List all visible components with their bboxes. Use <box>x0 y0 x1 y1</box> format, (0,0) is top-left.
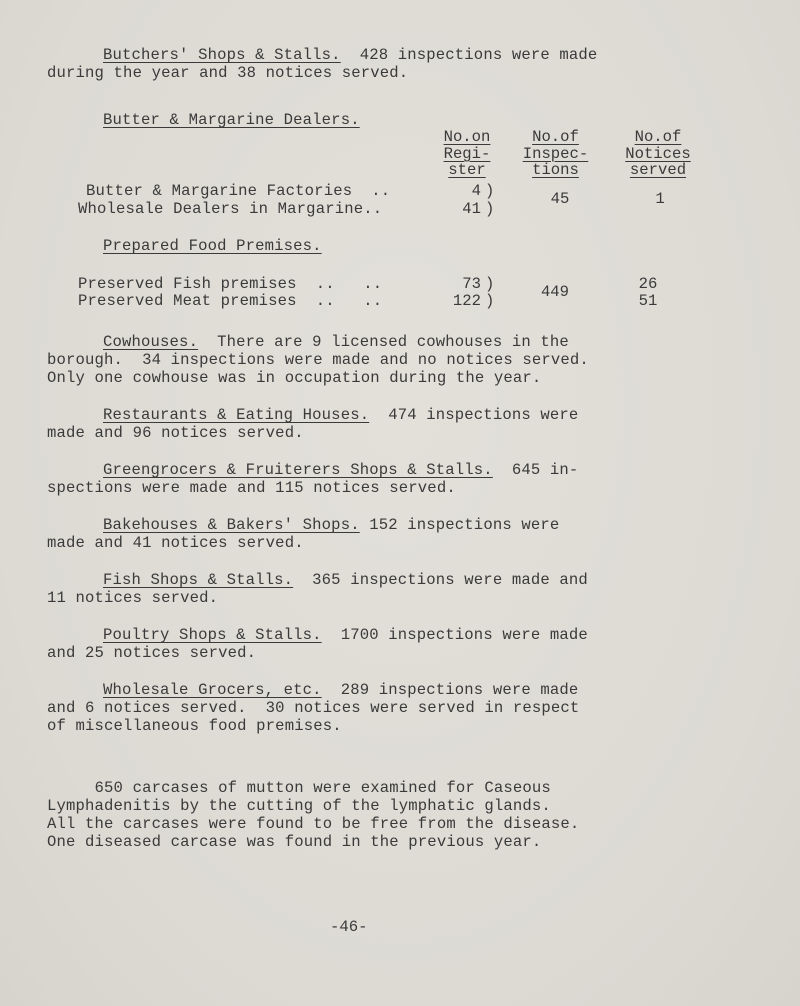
prepared-food-heading: Prepared Food Premises. <box>103 237 322 255</box>
brace-glyph: ) <box>485 200 495 218</box>
table-cell-notices: 26 <box>638 275 658 293</box>
table-cell-inspections: 45 <box>550 190 570 208</box>
column-header-line: ster <box>448 161 486 179</box>
page-number: -46- <box>330 918 368 936</box>
restaurants-paragraph-line2: made and 96 notices served. <box>47 424 304 442</box>
butter-heading: Butter & Margarine Dealers. <box>103 111 360 129</box>
prepared-food-section-heading <box>103 237 322 255</box>
poultry-paragraph-line1 <box>103 626 588 644</box>
column-header-line: No.of <box>634 128 682 146</box>
cowhouses-paragraph-line1 <box>103 333 569 351</box>
column-header-line: Notices <box>625 144 691 163</box>
table-row-label: Preserved Meat premises .. .. <box>78 292 383 310</box>
fish-paragraph-line1 <box>103 571 588 589</box>
bakehouses-heading: Bakehouses & Bakers' Shops. <box>103 516 360 534</box>
mutton-paragraph-line4: One diseased carcase was found in the previous year. <box>47 833 542 851</box>
column-header-inspections <box>513 129 598 179</box>
fish-heading: Fish Shops & Stalls. <box>103 571 294 589</box>
butchers-paragraph-line1 <box>103 46 597 64</box>
table-cell-register: 4 <box>471 182 481 200</box>
column-header-line: served <box>629 161 687 179</box>
column-header-line: Inspec- <box>522 144 589 163</box>
greengrocers-heading: Greengrocers & Fruiterers Shops & Stalls. <box>103 461 493 479</box>
wholesale-grocers-paragraph-line2: and 6 notices served. 30 notices were served in respect <box>47 699 580 717</box>
wholesale-grocers-paragraph-line3: of miscellaneous food premises. <box>47 717 342 735</box>
cowhouses-paragraph-line2: borough. 34 inspections were made and no notices served. <box>47 351 589 369</box>
table-cell-inspections: 449 <box>540 283 570 301</box>
table-cell-register: 122 <box>452 292 481 310</box>
brace-glyph: ) <box>485 292 495 310</box>
wholesale-grocers-heading: Wholesale Grocers, etc. <box>103 681 322 699</box>
brace-glyph: ) <box>485 275 495 293</box>
butchers-text: 428 inspections were made <box>340 46 598 64</box>
poultry-text: 1700 inspections were made <box>321 626 588 644</box>
wholesale-grocers-text: 289 inspections were made <box>321 681 579 699</box>
restaurants-paragraph-line1 <box>103 406 578 424</box>
fish-text: 365 inspections were made and <box>293 571 588 589</box>
table-row-label: Butter & Margarine Factories .. <box>86 182 391 200</box>
column-header-line: No.on <box>443 128 491 146</box>
brace-glyph: ) <box>485 182 495 200</box>
table-cell-notices: 1 <box>655 190 665 208</box>
column-header-register <box>432 129 502 179</box>
bakehouses-paragraph-line1 <box>103 516 559 534</box>
table-cell-register: 73 <box>462 275 481 293</box>
mutton-paragraph-line3: All the carcases were found to be free from the disease. <box>47 815 580 833</box>
poultry-heading: Poultry Shops & Stalls. <box>103 626 322 644</box>
cowhouses-paragraph-line3: Only one cowhouse was in occupation during the year. <box>47 369 542 387</box>
column-header-line: tions <box>532 161 579 179</box>
bakehouses-text: 152 inspections were <box>359 516 560 534</box>
table-row-label: Preserved Fish premises .. .. <box>78 275 383 293</box>
mutton-paragraph-line1: 650 carcases of mutton were examined for Caseous <box>47 779 551 797</box>
greengrocers-text: 645 in- <box>492 461 579 479</box>
restaurants-text: 474 inspections were <box>369 406 579 424</box>
fish-paragraph-line2: 11 notices served. <box>47 589 219 607</box>
table-row-label: Wholesale Dealers in Margarine.. <box>78 200 383 218</box>
wholesale-grocers-paragraph-line1 <box>103 681 578 699</box>
table-cell-register: 41 <box>462 200 481 218</box>
cowhouses-text: There are 9 licensed cowhouses in the <box>198 333 569 351</box>
greengrocers-paragraph-line1 <box>103 461 578 479</box>
poultry-paragraph-line2: and 25 notices served. <box>47 644 257 662</box>
butchers-paragraph-line2: during the year and 38 notices served. <box>47 64 409 82</box>
butter-section-heading <box>103 111 360 129</box>
column-header-line: No.of <box>532 128 579 146</box>
table-cell-notices: 51 <box>638 292 658 310</box>
mutton-paragraph-line2: Lymphadenitis by the cutting of the lymphatic glands. <box>47 797 551 815</box>
butchers-heading: Butchers' Shops & Stalls. <box>103 46 341 64</box>
bakehouses-paragraph-line2: made and 41 notices served. <box>47 534 304 552</box>
cowhouses-heading: Cowhouses. <box>103 333 199 351</box>
column-header-notices <box>614 129 702 179</box>
restaurants-heading: Restaurants & Eating Houses. <box>103 406 370 424</box>
greengrocers-paragraph-line2: spections were made and 115 notices served. <box>47 479 456 497</box>
column-header-line: Regi- <box>443 144 491 163</box>
